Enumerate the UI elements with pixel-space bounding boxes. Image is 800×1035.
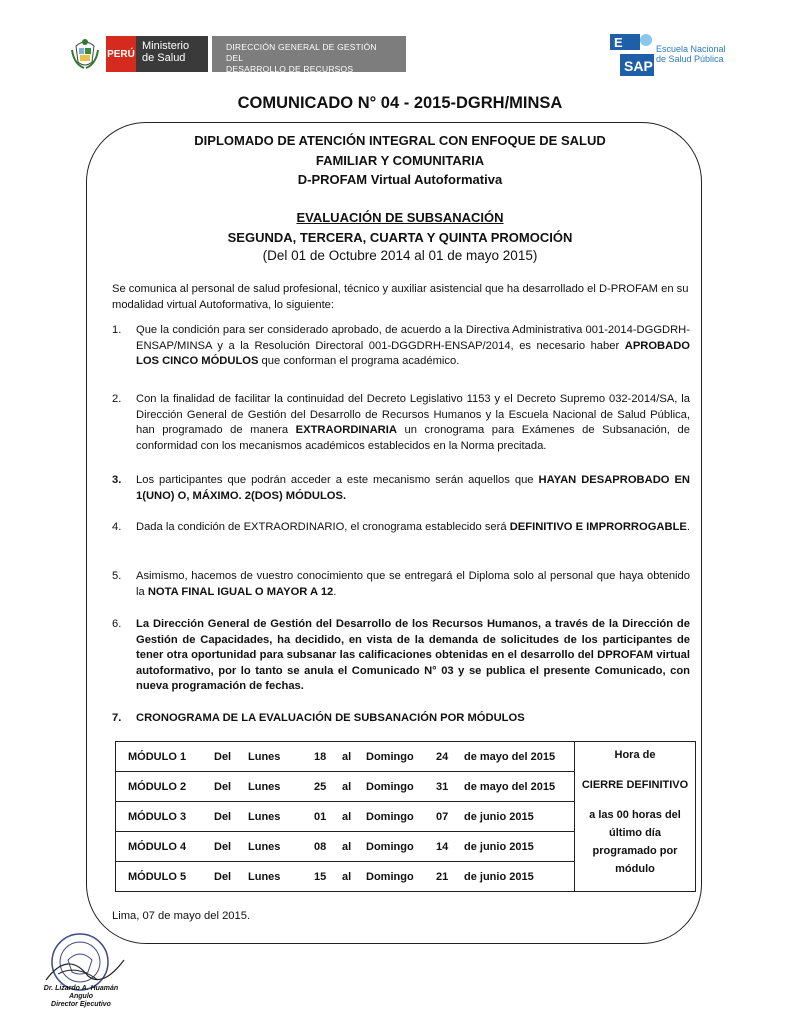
list-item-5 xyxy=(112,569,690,600)
svg-text:E: E xyxy=(614,35,623,50)
list-item-4 xyxy=(112,520,690,536)
table-row: MÓDULO 5 Del Lunes 15 al Domingo 21 de junio 2015 xyxy=(116,862,696,892)
item-text: Dada la condición de EXTRAORDINARIO, el cronograma establecido será DEFINITIVO E IMPRORROGABLE. xyxy=(136,521,690,533)
item-number: 6. xyxy=(112,618,122,630)
item-number: 5. xyxy=(112,570,122,582)
ensap-logo xyxy=(606,28,736,80)
table-row: MÓDULO 2 Del Lunes 25 al Domingo 31 de mayo del 2015 xyxy=(116,772,696,802)
direccion-line-2: DESARROLLO DE RECURSOS HUMANOS xyxy=(226,64,354,85)
ministerio-line-2: de Salud xyxy=(142,52,186,64)
ensap-logo-icon xyxy=(606,28,658,80)
ministerio-label xyxy=(136,36,208,72)
header xyxy=(70,36,406,85)
item-text: Con la finalidad de facilitar la continuidad del Decreto Legislativo 1153 y el Decreto Supremo 032-2014/SA, la Dirección General de Gestión del Desarrollo de Recursos Humanos y la Escuela Nacional de Salud Pública, han programado de manera EXTRAORDINARIA un cronograma para Exámenes de Subsanación, de conformidad con los mecanismos académicos establecidos en la Norma precitada. xyxy=(136,393,690,452)
document-title: COMUNICADO N° 04 - 2015-DGRH/MINSA xyxy=(237,94,563,112)
item-text: Que la condición para ser considerado aprobado, de acuerdo a la Directiva Administrativa 001-2014-DGGDRH-ENSAP/MINSA y a la Resolución Directoral 001-DGGDRH-ENSAP/2014, es necesario haber APROBADO LOS CINCO MÓDULOS que conforman el programa académico. xyxy=(136,324,690,367)
peru-label: PERÚ xyxy=(106,36,136,72)
list-item-7 xyxy=(112,711,690,727)
list-item-6 xyxy=(112,617,690,695)
evaluacion-title: EVALUACIÓN DE SUBSANACIÓN xyxy=(296,210,504,225)
ensap-name xyxy=(656,44,726,64)
ensap-line-1: Escuela Nacional xyxy=(656,44,726,54)
closing-time-note: Hora de CIERRE DEFINITIVO a las 00 horas del último día programado por módulo xyxy=(575,742,696,892)
promocion-line: SEGUNDA, TERCERA, CUARTA Y QUINTA PROMOCIÓN xyxy=(227,230,573,245)
item-number: 3. xyxy=(112,474,122,486)
table-row: MÓDULO 1 Del Lunes 18 al Domingo 24 de mayo del 2015 Hora de CIERRE DEFINITIVO a las 00 horas del último día programado por módulo xyxy=(116,742,696,772)
list-item-2 xyxy=(112,392,690,454)
item-text: CRONOGRAMA DE LA EVALUACIÓN DE SUBSANACIÓN POR MÓDULOS xyxy=(136,712,525,724)
ensap-line-2: de Salud Pública xyxy=(656,54,724,64)
diplomado-line-3: D-PROFAM Virtual Autoformativa xyxy=(297,172,503,187)
signature-block xyxy=(36,985,126,1009)
direccion-line-1: DIRECCIÓN GENERAL DE GESTIÓN DEL xyxy=(226,42,377,63)
item-text: Los participantes que podrán acceder a este mecanismo serán aquellos que HAYAN DESAPROBADO EN 1(UNO) O, MÁXIMO. 2(DOS) MÓDULOS. xyxy=(136,474,690,502)
intro-paragraph: Se comunica al personal de salud profesional, técnico y auxiliar asistencial que ha desarrollado el D-PROFAM en su modalidad virtual Autoformativa, lo siguiente: xyxy=(112,283,689,311)
item-number: 1. xyxy=(112,324,122,336)
item-number: 2. xyxy=(112,393,122,405)
item-number: 4. xyxy=(112,521,122,533)
list-item-1 xyxy=(112,323,690,370)
ministerio-line-1: Ministerio xyxy=(142,40,190,52)
list-item-3 xyxy=(112,473,690,504)
peru-coat-of-arms-icon xyxy=(70,36,100,70)
signatory-role: Director Ejecutivo xyxy=(51,1001,111,1008)
direccion-label xyxy=(212,36,406,85)
date-line: Lima, 07 de mayo del 2015. xyxy=(112,910,251,922)
table-row: MÓDULO 4 Del Lunes 08 al Domingo 14 de junio 2015 xyxy=(116,832,696,862)
signatory-name: Dr. Lizardo A. Huamán Angulo xyxy=(43,985,119,1000)
item-number: 7. xyxy=(112,712,122,724)
table-row: MÓDULO 3 Del Lunes 01 al Domingo 07 de junio 2015 xyxy=(116,802,696,832)
schedule-table xyxy=(115,741,696,892)
item-text: Asimismo, hacemos de vuestro conocimiento que se entregará el Diploma solo al personal que haya obtenido la NOTA FINAL IGUAL O MAYOR A 12. xyxy=(136,570,690,598)
svg-text:SAP: SAP xyxy=(624,58,653,74)
period-line: (Del 01 de Octubre 2014 al 01 de mayo 2015) xyxy=(262,248,538,263)
item-text: La Dirección General de Gestión del Desarrollo de los Recursos Humanos, a través de la Dirección de Gestión de Capacidades, ha decidido, en vista de la demanda de solicitudes de los participantes de tener otra oportunidad para subsanar las calificaciones obtenidas en el desarrollo del DPROFAM virtual autoformativo, por lo tanto se anula el Comunicado N° 03 y se publica el presente Comunicado, con nueva programación de fechas. xyxy=(136,618,690,692)
diplomado-line-1: DIPLOMADO DE ATENCIÓN INTEGRAL CON ENFOQUE DE SALUD xyxy=(194,133,606,148)
diplomado-line-2: FAMILIAR Y COMUNITARIA xyxy=(315,153,485,168)
